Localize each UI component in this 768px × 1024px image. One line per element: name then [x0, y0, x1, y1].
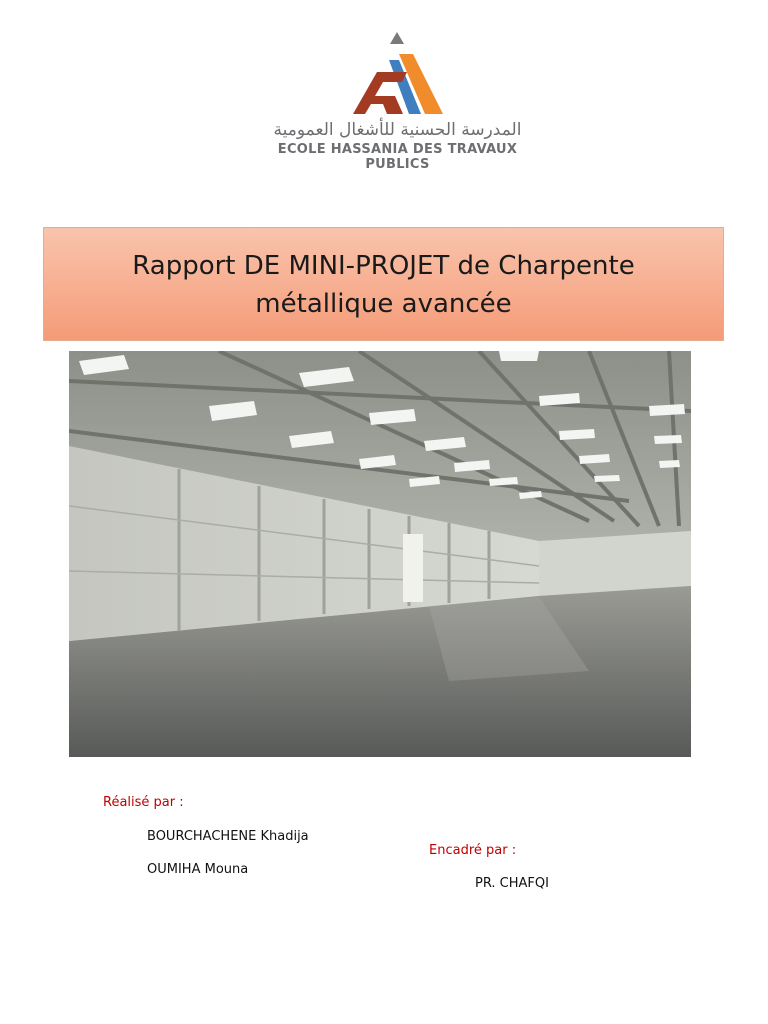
ehtp-logo-icon [347, 32, 447, 122]
title-box [43, 227, 724, 341]
realise-par-label: Réalisé par : [103, 795, 184, 810]
school-logo [250, 32, 545, 172]
encadre-par-label: Encadré par : [429, 843, 517, 858]
author-name-1: BOURCHACHENE Khadija [147, 829, 309, 844]
cover-photo [69, 351, 691, 757]
report-title-line-1: Rapport DE MINI-PROJET de Charpente [132, 251, 635, 281]
supervisor-name: PR. CHAFQI [475, 876, 549, 891]
school-name: ECOLE HASSANIA DES TRAVAUX PUBLICS [277, 142, 518, 172]
report-title [44, 247, 723, 323]
school-name-arabic: المدرسة الحسنية للأشغال العمومية [273, 120, 522, 140]
author-name-2: OUMIHA Mouna [147, 862, 249, 877]
report-title-line-2: métallique avancée [255, 289, 512, 319]
